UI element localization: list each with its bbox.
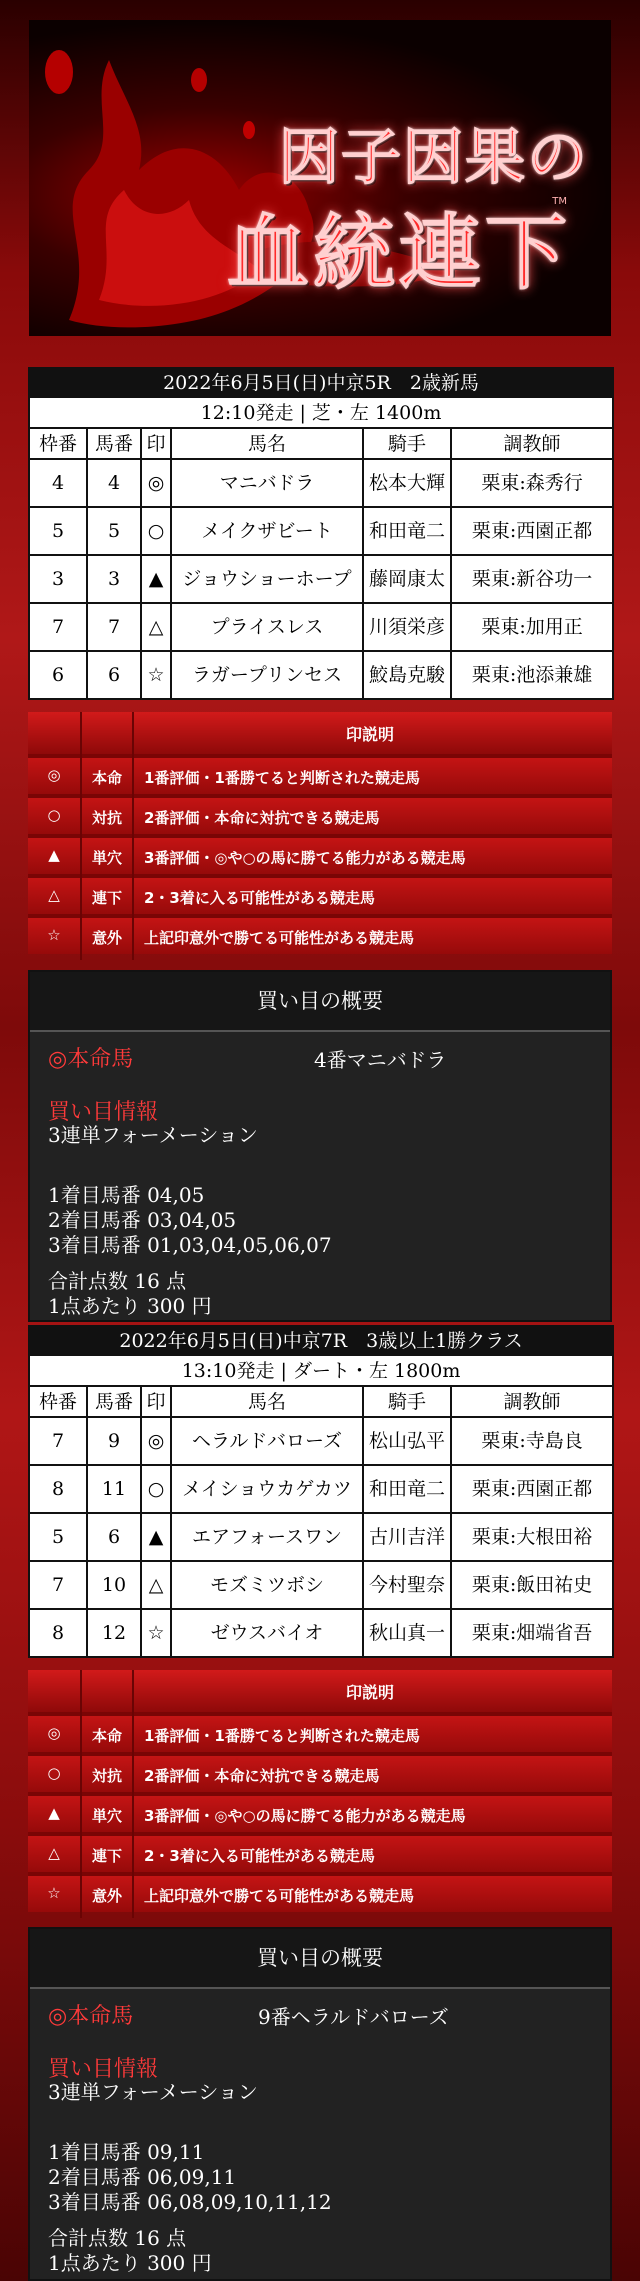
legend-desc: 3番評価・◎や○の馬に勝てる能力がある競走馬 (144, 1807, 466, 1825)
uma-cell: 7 (87, 603, 141, 651)
third-place-numbers: 3着目馬番 06,08,09,10,11,12 (48, 2190, 332, 2214)
legend-mark: ◎ (47, 1724, 61, 1742)
legend-desc: 上記印意外で勝てる可能性がある競走馬 (144, 929, 415, 947)
jockey-cell: 今村聖奈 (363, 1561, 451, 1609)
waku-cell: 8 (29, 1609, 87, 1657)
jockey-cell: 川須栄彦 (363, 603, 451, 651)
honmei-label: ◎本命馬 (48, 2004, 134, 2029)
bet-type: 3連単フォーメーション (48, 1123, 258, 1147)
horse-name-cell: ゼウスバイオ (171, 1609, 363, 1657)
third-place-numbers: 3着目馬番 01,03,04,05,06,07 (48, 1233, 332, 1257)
race-subtitle: 12:10発走 | 芝・左 1400m (29, 397, 613, 428)
uma-cell: 10 (87, 1561, 141, 1609)
legend-row (28, 1792, 612, 1832)
legend-desc: 2番評価・本命に対抗できる競走馬 (144, 809, 380, 827)
mark-cell: ◎ (141, 459, 171, 507)
legend-title: 印説明 (346, 1683, 395, 1702)
legend-name: 意外 (91, 929, 122, 947)
horse-name-cell: エアフォースワン (171, 1513, 363, 1561)
horse-name-cell: メイクザビート (171, 507, 363, 555)
legend-divider (80, 712, 82, 960)
table-row (29, 651, 613, 699)
legend-divider (132, 1670, 134, 1918)
table-row (29, 1609, 613, 1657)
trainer-cell: 栗東:西園正都 (451, 507, 613, 555)
waku-cell: 6 (29, 651, 87, 699)
jockey-cell: 和田竜二 (363, 1465, 451, 1513)
trainer-cell: 栗東:新谷功一 (451, 555, 613, 603)
waku-cell: 3 (29, 555, 87, 603)
second-place-numbers: 2着目馬番 06,09,11 (48, 2165, 237, 2189)
first-place-numbers: 1着目馬番 04,05 (48, 1183, 205, 1207)
waku-cell: 7 (29, 603, 87, 651)
waku-cell: 7 (29, 1561, 87, 1609)
legend-row (28, 874, 612, 914)
trainer-cell: 栗東:西園正都 (451, 1465, 613, 1513)
horse-name-cell: ヘラルドバローズ (171, 1417, 363, 1465)
mark-cell: ▲ (141, 1513, 171, 1561)
header-uma: 馬番 (87, 1386, 141, 1417)
trainer-cell: 栗東:加用正 (451, 603, 613, 651)
horse-name-cell: メイショウカゲカツ (171, 1465, 363, 1513)
header-mark: 印 (141, 428, 171, 459)
trainer-cell: 栗東:大根田裕 (451, 1513, 613, 1561)
banner-title-line1: 因子因果の (279, 123, 589, 193)
legend-desc: 上記印意外で勝てる可能性がある競走馬 (144, 1887, 415, 1905)
race-table-2 (28, 1325, 614, 1658)
mark-cell: ○ (141, 507, 171, 555)
mark-cell: △ (141, 1561, 171, 1609)
table-row (29, 1417, 613, 1465)
legend-desc: 3番評価・◎や○の馬に勝てる能力がある競走馬 (144, 849, 466, 867)
uma-cell: 11 (87, 1465, 141, 1513)
second-place-numbers: 2着目馬番 03,04,05 (48, 1208, 237, 1232)
legend-mark: ○ (47, 806, 61, 824)
jockey-cell: 鮫島克駿 (363, 651, 451, 699)
honmei-horse: 4番マニバドラ (314, 1048, 447, 1072)
legend-mark: ☆ (47, 1884, 61, 1902)
mark-cell: ○ (141, 1465, 171, 1513)
legend-header (28, 1670, 612, 1712)
jockey-cell: 和田竜二 (363, 507, 451, 555)
legend-row (28, 1712, 612, 1752)
price-per-point: 1点あたり 300 円 (48, 2251, 212, 2275)
waku-cell: 5 (29, 507, 87, 555)
table-row (29, 603, 613, 651)
legend-name: 連下 (91, 1847, 122, 1865)
table-row (29, 459, 613, 507)
jockey-cell: 秋山真一 (363, 1609, 451, 1657)
trainer-cell: 栗東:池添兼雄 (451, 651, 613, 699)
table-row (29, 507, 613, 555)
waku-cell: 7 (29, 1417, 87, 1465)
waku-cell: 4 (29, 459, 87, 507)
header-waku: 枠番 (29, 428, 87, 459)
horse-name-cell: マニバドラ (171, 459, 363, 507)
mark-legend-1 (28, 712, 612, 960)
header-name: 馬名 (171, 428, 363, 459)
legend-mark: △ (48, 1844, 60, 1862)
race-table-1 (28, 367, 614, 700)
legend-row (28, 834, 612, 874)
header-waku: 枠番 (29, 1386, 87, 1417)
trainer-cell: 栗東:飯田祐史 (451, 1561, 613, 1609)
table-row (29, 1465, 613, 1513)
race-title: 2022年6月5日(日)中京7R 3歳以上1勝クラス (29, 1326, 613, 1355)
legend-mark: ☆ (47, 926, 61, 944)
legend-header (28, 712, 612, 754)
waku-cell: 5 (29, 1513, 87, 1561)
header-trainer: 調教師 (451, 1386, 613, 1417)
uma-cell: 6 (87, 1513, 141, 1561)
legend-divider (132, 712, 134, 960)
header-jockey: 騎手 (363, 428, 451, 459)
horse-name-cell: ジョウショーホープ (171, 555, 363, 603)
legend-desc: 1番評価・1番勝てると判断された競走馬 (144, 1727, 420, 1745)
legend-row (28, 754, 612, 794)
header-uma: 馬番 (87, 428, 141, 459)
legend-desc: 1番評価・1番勝てると判断された競走馬 (144, 769, 420, 787)
legend-name: 対抗 (91, 1767, 122, 1785)
legend-desc: 2番評価・本命に対抗できる競走馬 (144, 1767, 380, 1785)
horse-name-cell: プライスレス (171, 603, 363, 651)
horse-name-cell: ラガープリンセス (171, 651, 363, 699)
jockey-cell: 松山弘平 (363, 1417, 451, 1465)
bet-info-label: 買い目情報 (48, 1100, 159, 1125)
summary-heading: 買い目の概要 (30, 1929, 610, 1989)
legend-mark: ▲ (48, 1804, 60, 1822)
bet-info-label: 買い目情報 (48, 2057, 159, 2082)
trainer-cell: 栗東:森秀行 (451, 459, 613, 507)
legend-mark: ▲ (48, 846, 60, 864)
uma-cell: 12 (87, 1609, 141, 1657)
header-trainer: 調教師 (451, 428, 613, 459)
uma-cell: 5 (87, 507, 141, 555)
horse-name-cell: モズミツボシ (171, 1561, 363, 1609)
bet-type: 3連単フォーメーション (48, 2080, 258, 2104)
legend-name: 単穴 (91, 849, 122, 867)
uma-cell: 3 (87, 555, 141, 603)
bet-summary-2 (28, 1927, 612, 2281)
header-mark: 印 (141, 1386, 171, 1417)
uma-cell: 9 (87, 1417, 141, 1465)
legend-desc: 2・3着に入る可能性がある競走馬 (144, 889, 375, 907)
legend-name: 対抗 (91, 809, 122, 827)
legend-name: 単穴 (91, 1807, 122, 1825)
summary-heading: 買い目の概要 (30, 972, 610, 1032)
mark-legend-2 (28, 1670, 612, 1918)
mark-cell: ☆ (141, 651, 171, 699)
banner-title-line2: 血統連下 (226, 206, 571, 301)
legend-name: 連下 (91, 889, 122, 907)
table-row (29, 1561, 613, 1609)
mark-cell: ▲ (141, 555, 171, 603)
mark-cell: ◎ (141, 1417, 171, 1465)
trainer-cell: 栗東:寺島良 (451, 1417, 613, 1465)
legend-row (28, 1872, 612, 1912)
legend-name: 意外 (91, 1887, 122, 1905)
legend-mark: △ (48, 886, 60, 904)
jockey-cell: 古川吉洋 (363, 1513, 451, 1561)
bet-summary-1 (28, 970, 612, 1322)
waku-cell: 8 (29, 1465, 87, 1513)
legend-row (28, 914, 612, 954)
table-row (29, 1513, 613, 1561)
mark-cell: ☆ (141, 1609, 171, 1657)
uma-cell: 6 (87, 651, 141, 699)
honmei-horse: 9番ヘラルドバローズ (258, 2005, 449, 2029)
legend-row (28, 794, 612, 834)
jockey-cell: 藤岡康太 (363, 555, 451, 603)
first-place-numbers: 1着目馬番 09,11 (48, 2140, 205, 2164)
legend-title: 印説明 (346, 725, 395, 744)
legend-desc: 2・3着に入る可能性がある競走馬 (144, 1847, 375, 1865)
uma-cell: 4 (87, 459, 141, 507)
price-per-point: 1点あたり 300 円 (48, 1294, 212, 1318)
header-banner (29, 20, 611, 336)
legend-name: 本命 (91, 769, 122, 787)
race-subtitle: 13:10発走 | ダート・左 1800m (29, 1355, 613, 1386)
trainer-cell: 栗東:畑端省吾 (451, 1609, 613, 1657)
race-title: 2022年6月5日(日)中京5R 2歳新馬 (29, 368, 613, 397)
header-jockey: 騎手 (363, 1386, 451, 1417)
trademark-mark: TM (552, 196, 567, 207)
legend-row (28, 1752, 612, 1792)
header-name: 馬名 (171, 1386, 363, 1417)
total-points: 合計点数 16 点 (48, 1269, 187, 1293)
legend-mark: ○ (47, 1764, 61, 1782)
total-points: 合計点数 16 点 (48, 2226, 187, 2250)
legend-mark: ◎ (47, 766, 61, 784)
legend-name: 本命 (91, 1727, 122, 1745)
mark-cell: △ (141, 603, 171, 651)
table-row (29, 555, 613, 603)
legend-row (28, 1832, 612, 1872)
honmei-label: ◎本命馬 (48, 1047, 134, 1072)
jockey-cell: 松本大輝 (363, 459, 451, 507)
legend-divider (80, 1670, 82, 1918)
